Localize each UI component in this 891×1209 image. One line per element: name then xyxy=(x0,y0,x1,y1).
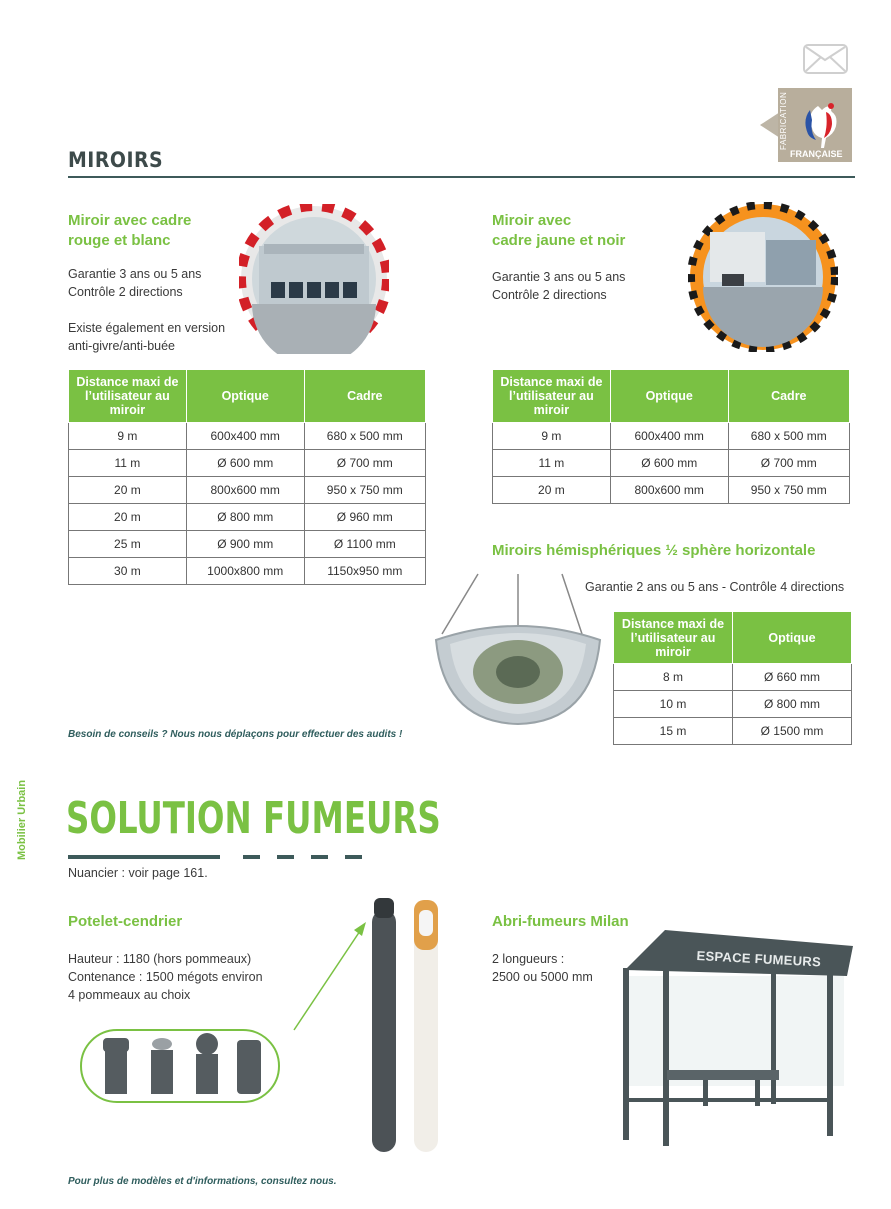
table-header: Optique xyxy=(610,370,728,423)
fumeurs-dash-3 xyxy=(311,855,328,859)
product1-note: Existe également en version anti-givre/anti-buée xyxy=(68,321,226,353)
table-row: 30 m 1000x800 mm 1150x950 mm xyxy=(69,558,426,585)
envelope-icon[interactable] xyxy=(803,44,848,74)
table-row: 20 m 800x600 mm 950 x 750 mm xyxy=(69,477,426,504)
fumeurs-underline xyxy=(68,855,220,859)
table-header: Distance maxi de l’utilisateur au miroir xyxy=(69,370,187,423)
product2-table xyxy=(492,369,850,504)
product2-description: Garantie 3 ans ou 5 ans Contrôle 2 directions xyxy=(492,270,626,302)
table-row: 9 m 600x400 mm 680 x 500 mm xyxy=(69,423,426,450)
section-title-miroirs: MIROIRS xyxy=(68,148,164,172)
fabrication-francaise-badge xyxy=(760,88,852,162)
table-header: Cadre xyxy=(304,370,425,423)
product3-description: Garantie 2 ans ou 5 ans - Contrôle 4 directions xyxy=(585,580,845,594)
abri-sign-text: ESPACE FUMEURS xyxy=(696,948,822,970)
table-header: Cadre xyxy=(728,370,849,423)
table-row: 20 m 800x600 mm 950 x 750 mm xyxy=(493,477,850,504)
table-row: 20 m Ø 800 mm Ø 960 mm xyxy=(69,504,426,531)
nuancier-text: Nuancier : voir page 161. xyxy=(68,866,208,880)
section-title-fumeurs: SOLUTION FUMEURS xyxy=(66,793,441,844)
product1-description: Garantie 3 ans ou 5 ans Contrôle 2 directions xyxy=(68,267,202,299)
potelet-cendrier-image xyxy=(366,896,446,1156)
section-divider xyxy=(68,176,855,178)
potelet-title: Potelet-cendrier xyxy=(68,913,183,930)
table-header: Optique xyxy=(186,370,304,423)
fumeurs-dash-4 xyxy=(345,855,362,859)
abri-title: Abri-fumeurs Milan xyxy=(492,913,629,930)
table-row: 15 m Ø 1500 mm xyxy=(614,718,852,745)
table-header: Distance maxi de l’utilisateur au miroir xyxy=(493,370,611,423)
table-header: Optique xyxy=(733,612,852,664)
product2-title: Miroir avec cadre jaune et noir xyxy=(492,212,626,249)
table-row: 11 m Ø 600 mm Ø 700 mm xyxy=(493,450,850,477)
table-header: Distance maxi de l’utilisateur au miroir xyxy=(614,612,733,664)
mirror-yellow-black-image xyxy=(688,202,838,352)
table-row: 10 m Ø 800 mm xyxy=(614,691,852,718)
advice-note: Besoin de conseils ? Nous nous déplaçons pour effectuer des audits ! xyxy=(68,729,403,740)
badge-line2: FRANÇAISE xyxy=(790,149,843,159)
table-row: 11 m Ø 600 mm Ø 700 mm xyxy=(69,450,426,477)
abri-description: 2 longueurs : 2500 ou 5000 mm xyxy=(492,952,593,984)
pommeaux-image xyxy=(79,1028,281,1104)
product1-title: Miroir avec cadre rouge et blanc xyxy=(68,212,192,249)
badge-line1: FABRICATION xyxy=(779,91,788,150)
fumeurs-dash-2 xyxy=(277,855,294,859)
table-row: 9 m 600x400 mm 680 x 500 mm xyxy=(493,423,850,450)
side-label: Mobilier Urbain xyxy=(16,779,28,860)
table-row: 25 m Ø 900 mm Ø 1100 mm xyxy=(69,531,426,558)
mirror-red-white-image xyxy=(239,204,389,354)
table-row: 8 m Ø 660 mm xyxy=(614,664,852,691)
product3-title: Miroirs hémisphériques ½ sphère horizontale xyxy=(492,542,816,559)
product3-table xyxy=(613,611,852,745)
pointer-arrow-icon xyxy=(290,920,370,1035)
fumeurs-dash-1 xyxy=(243,855,260,859)
potelet-description: Hauteur : 1180 (hors pommeaux) Contenance : 1500 mégots environ 4 pommeaux au choix xyxy=(68,952,263,1002)
footer-note: Pour plus de modèles et d'informations, consultez nous. xyxy=(68,1176,337,1187)
hemispheric-mirror-image xyxy=(432,572,604,732)
product1-table xyxy=(68,369,426,585)
